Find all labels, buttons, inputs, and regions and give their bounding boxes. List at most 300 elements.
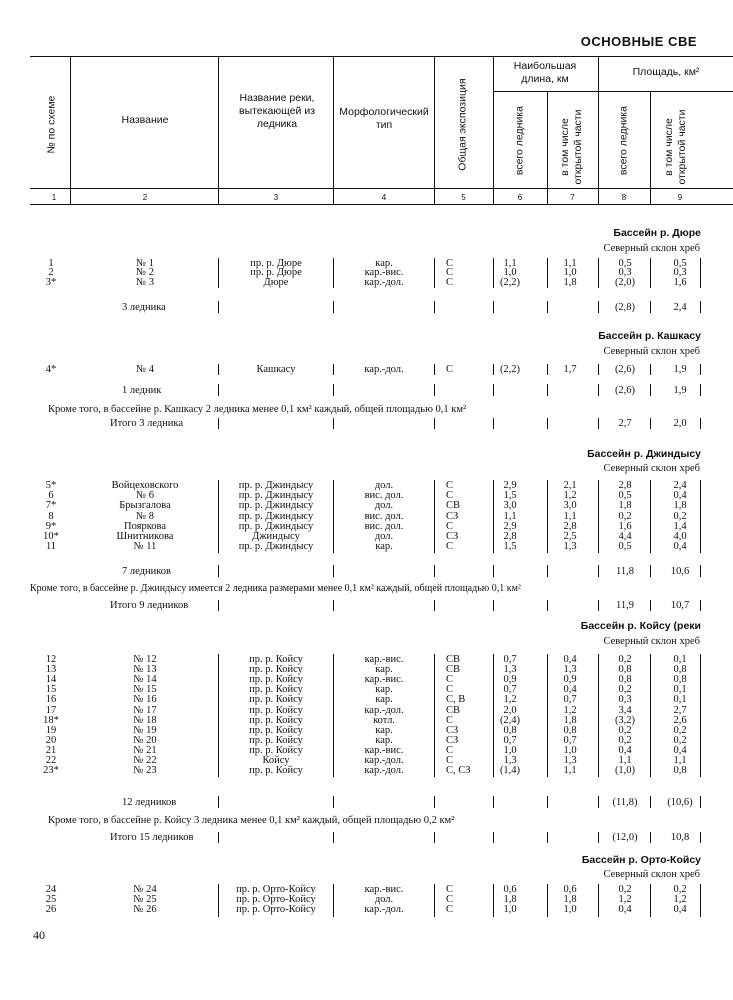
cell-length-open: 1,2 [563, 490, 577, 502]
cell-river-name: пр. р. Джиндысу [238, 520, 314, 532]
subtotal-open-area: 2,4 [673, 302, 687, 313]
cell-scheme-number: 7* [45, 500, 57, 512]
cell-length-total: 2,9 [503, 520, 517, 532]
cell-glacier-name: № 8 [136, 510, 154, 522]
cell-scheme-number: 26 [45, 904, 57, 916]
slope-subtitle: Северный склон хреб [603, 243, 700, 254]
cell-length-open: 1,3 [563, 541, 577, 553]
cell-morph-type: кар.-вис. [364, 267, 404, 279]
cell-scheme-number: 2 [48, 267, 54, 279]
row-divider [218, 832, 219, 843]
row-divider [434, 600, 435, 611]
cell-length-total: 0,8 [503, 724, 517, 736]
cell-area-open: 0,1 [673, 654, 687, 665]
cell-area-total: 0,2 [618, 734, 632, 746]
cell-area-total: 0,4 [618, 744, 632, 756]
cell-exposure: СЗ [446, 734, 459, 746]
col-header-exposure: Общая экспозиция [456, 78, 469, 171]
cell-scheme-number: 20 [45, 734, 57, 746]
cell-exposure: С [446, 884, 454, 895]
cell-glacier-name: № 26 [133, 904, 157, 916]
cell-area-total: (1,0) [614, 765, 636, 777]
cell-morph-type: кар.-вис. [364, 654, 404, 665]
cell-area-open: 1,9 [673, 364, 687, 375]
cell-exposure: С [446, 894, 454, 906]
total-area: (12,0) [612, 832, 638, 843]
cell-length-open: 1,3 [563, 664, 577, 676]
row-divider [493, 384, 494, 396]
cell-scheme-number: 25 [45, 894, 57, 906]
total-row [0, 832, 733, 844]
cell-length-total: 1,0 [503, 267, 517, 279]
row-divider [547, 364, 548, 375]
total-row [0, 600, 733, 612]
cell-river-name: пр. р. Койсу [249, 664, 303, 676]
table-row [0, 541, 733, 552]
column-number: 9 [677, 193, 683, 202]
row-divider [218, 654, 219, 777]
col-divider-3 [333, 56, 334, 204]
cell-area-total: (2,6) [614, 364, 636, 375]
cell-length-open: 1,8 [563, 276, 577, 288]
table-row [0, 904, 733, 915]
row-divider [700, 565, 701, 577]
total-label: Итого 15 ледников [110, 832, 194, 843]
row-divider [493, 832, 494, 843]
row-divider [434, 364, 435, 375]
subtotal-area: (2,8) [614, 302, 636, 313]
cell-river-name: пр. р. Койсу [249, 734, 303, 746]
row-divider [547, 654, 548, 777]
row-divider [333, 301, 334, 313]
subtotal-row [0, 385, 733, 397]
col-divider-5 [493, 56, 494, 204]
subtotal-label: 1 ледник [122, 385, 162, 396]
cell-exposure: С [446, 490, 454, 502]
row-divider [218, 384, 219, 396]
cell-glacier-name: № 20 [133, 734, 157, 746]
cell-length-total: 0,7 [503, 684, 517, 696]
row-divider [333, 258, 334, 288]
slope-subtitle: Северный склон хреб [603, 636, 700, 647]
cell-exposure: СВ [446, 704, 461, 716]
cell-glacier-name: № 18 [133, 714, 157, 726]
cell-length-total: 1,0 [503, 744, 517, 756]
subtotal-row [0, 302, 733, 314]
row-divider [700, 384, 701, 396]
cell-length-open: 0,8 [563, 724, 577, 736]
row-divider [547, 832, 548, 843]
cell-length-open: 2,1 [563, 480, 577, 491]
row-divider [434, 884, 435, 917]
cell-length-total: 1,3 [503, 755, 517, 766]
row-divider [333, 480, 334, 553]
cell-area-open: 0,2 [673, 724, 687, 736]
row-divider [700, 884, 701, 917]
cell-length-open: 1,2 [563, 704, 577, 716]
cell-glacier-name: Шнитникова [116, 531, 174, 542]
cell-length-open: 1,8 [563, 894, 577, 906]
cell-river-name: пр. р. Койсу [249, 714, 303, 726]
row-divider [434, 258, 435, 288]
cell-area-total: 0,2 [618, 684, 632, 696]
cell-length-total: 2,0 [503, 704, 517, 716]
table-row [0, 364, 733, 375]
cell-area-total: 0,2 [618, 510, 632, 522]
basin-title: Бассейн р. Дюре [613, 227, 701, 239]
cell-morph-type: кар.-дол. [364, 704, 404, 716]
basin-title: Бассейн р. Койсу (реки [580, 620, 701, 632]
row-divider [493, 258, 494, 288]
cell-morph-type: кар. [375, 541, 393, 553]
column-number: 6 [517, 193, 523, 202]
cell-scheme-number: 5* [45, 480, 57, 491]
cell-river-name: пр. р. Джиндысу [238, 510, 314, 522]
cell-area-open: 0,1 [673, 694, 687, 706]
cell-scheme-number: 21 [45, 744, 57, 756]
row-divider [493, 301, 494, 313]
cell-glacier-name: № 21 [133, 744, 157, 756]
cell-length-open: 1,1 [563, 765, 577, 777]
cell-glacier-name: № 1 [136, 258, 154, 269]
row-divider [650, 600, 651, 611]
basin-title: Бассейн р. Кашкасу [598, 330, 701, 342]
row-divider [333, 418, 334, 429]
cell-glacier-name: № 11 [133, 541, 157, 553]
cell-morph-type: котл. [373, 714, 395, 726]
cell-glacier-name: № 24 [133, 884, 157, 895]
row-divider [434, 301, 435, 313]
column-number: 2 [142, 193, 148, 202]
col-divider-6 [547, 91, 548, 204]
cell-scheme-number: 14 [45, 674, 57, 686]
cell-length-total: 1,3 [503, 664, 517, 676]
cell-area-total: 2,8 [618, 480, 632, 491]
cell-length-total: 1,0 [503, 904, 517, 916]
cell-exposure: С, СЗ [446, 765, 471, 777]
cell-exposure: С [446, 755, 454, 766]
cell-river-name: пр. р. Койсу [249, 694, 303, 706]
cell-scheme-number: 9* [45, 520, 57, 532]
row-divider [700, 796, 701, 808]
cell-area-open: 0,8 [673, 765, 687, 777]
basin-note: Кроме того, в бассейне р. Джиндысу имеется 2 ледника размерами менее 0,1 км² каждый, общей площадью 0,1 км² [30, 583, 521, 594]
cell-area-open: 0,4 [673, 744, 687, 756]
cell-exposure: СВ [446, 500, 461, 512]
cell-area-open: 1,8 [673, 500, 687, 512]
cell-morph-type: дол. [374, 894, 394, 906]
col-divider-7 [598, 56, 599, 204]
subtotal-open-area: 1,9 [673, 385, 687, 396]
cell-glacier-name: № 14 [133, 674, 157, 686]
row-divider [434, 832, 435, 843]
cell-length-total: 1,8 [503, 894, 517, 906]
cell-glacier-name: № 16 [133, 694, 157, 706]
cell-area-open: 0,4 [673, 490, 687, 502]
cell-glacier-name: № 22 [133, 755, 157, 766]
cell-morph-type: дол. [374, 500, 394, 512]
table-row [0, 277, 733, 288]
cell-river-name: пр. р. Орто-Койсу [236, 884, 316, 895]
row-divider [333, 796, 334, 808]
row-divider [700, 832, 701, 843]
row-divider [333, 565, 334, 577]
row-divider [598, 418, 599, 429]
subtotal-area: (11,8) [612, 797, 638, 808]
cell-river-name: пр. р. Джиндысу [238, 541, 314, 553]
row-divider [218, 418, 219, 429]
cell-glacier-name: Войцеховского [111, 480, 179, 491]
subtotal-area: (2,6) [614, 385, 636, 396]
subtotal-row [0, 566, 733, 578]
row-divider [650, 301, 651, 313]
column-number: 4 [381, 193, 387, 202]
length-group-rule [493, 91, 733, 92]
row-divider [547, 258, 548, 288]
cell-scheme-number: 15 [45, 684, 57, 696]
cell-river-name: пр. р. Орто-Койсу [236, 904, 316, 916]
cell-morph-type: кар. [375, 694, 393, 706]
cell-length-open: 1,1 [563, 258, 577, 269]
cell-morph-type: кар. [375, 258, 393, 269]
subtotal-label: 12 ледников [122, 797, 177, 808]
row-divider [700, 600, 701, 611]
column-number: 8 [621, 193, 627, 202]
cell-exposure: С [446, 520, 454, 532]
cell-length-total: 1,5 [503, 541, 517, 553]
row-divider [218, 480, 219, 553]
cell-area-open: 4,0 [673, 531, 687, 542]
cell-length-total: 2,9 [503, 480, 517, 491]
row-divider [598, 301, 599, 313]
cell-scheme-number: 6 [48, 490, 54, 502]
row-divider [547, 796, 548, 808]
cell-exposure: С, В [446, 694, 466, 706]
total-row [0, 418, 733, 430]
cell-length-open: 0,9 [563, 674, 577, 686]
row-divider [598, 364, 599, 375]
row-divider [650, 884, 651, 917]
col-divider-4 [434, 56, 435, 204]
cell-area-total: 1,8 [618, 500, 632, 512]
col-header-length-total: всего ледника [513, 106, 526, 176]
row-divider [218, 884, 219, 917]
cell-morph-type: дол. [374, 480, 394, 491]
cell-area-open: 0,3 [673, 267, 687, 279]
cell-length-total: 0,9 [503, 674, 517, 686]
row-divider [493, 418, 494, 429]
cell-exposure: СВ [446, 654, 461, 665]
row-divider [493, 796, 494, 808]
cell-area-open: 1,2 [673, 894, 687, 906]
cell-morph-type: кар.-дол. [364, 364, 404, 375]
col-header-river: Название реки, вытекающей из ледника [238, 92, 316, 131]
cell-scheme-number: 23* [43, 765, 59, 777]
cell-length-total: 3,0 [503, 500, 517, 512]
cell-length-open: 1,8 [563, 714, 577, 726]
cell-length-total: 1,2 [503, 694, 517, 706]
cell-scheme-number: 24 [45, 884, 57, 895]
page-number: 40 [33, 928, 45, 942]
cell-area-total: 0,3 [618, 694, 632, 706]
cell-length-open: 1,0 [563, 904, 577, 916]
row-divider [493, 480, 494, 553]
cell-exposure: С [446, 267, 454, 279]
row-divider [547, 600, 548, 611]
col-header-morph-type: Морфологический тип [339, 106, 429, 132]
cell-scheme-number: 16 [45, 694, 57, 706]
row-divider [650, 364, 651, 375]
slope-subtitle: Северный склон хреб [603, 869, 700, 880]
cell-glacier-name: № 6 [136, 490, 154, 502]
cell-area-total: (3,2) [614, 714, 636, 726]
row-divider [547, 884, 548, 917]
cell-exposure: С [446, 904, 454, 916]
cell-area-open: 0,4 [673, 904, 687, 916]
cell-morph-type: дол. [374, 531, 394, 542]
cell-morph-type: кар.-дол. [364, 904, 404, 916]
cell-length-total: (2,2) [499, 364, 521, 375]
column-number: 1 [51, 193, 57, 202]
row-divider [650, 832, 651, 843]
total-open-area: 10,8 [670, 832, 690, 843]
col-header-length-open: в том числе открытой части [559, 109, 585, 185]
row-divider [547, 301, 548, 313]
cell-morph-type: кар.-вис. [364, 744, 404, 756]
cell-length-total: 1,1 [503, 510, 517, 522]
cell-river-name: пр. р. Джиндысу [238, 500, 314, 512]
row-divider [598, 884, 599, 917]
cell-length-open: 1,7 [563, 364, 577, 375]
cell-area-total: 0,5 [618, 490, 632, 502]
row-divider [493, 565, 494, 577]
row-divider [700, 654, 701, 777]
cell-river-name: пр. р. Койсу [249, 765, 303, 777]
header-bottom-rule [30, 204, 733, 205]
row-divider [493, 884, 494, 917]
row-divider [434, 565, 435, 577]
cell-scheme-number: 19 [45, 724, 57, 736]
row-divider [434, 418, 435, 429]
subtotal-open-area: (10,6) [667, 797, 693, 808]
cell-area-open: 0,2 [673, 510, 687, 522]
cell-river-name: пр. р. Джиндысу [238, 480, 314, 491]
cell-river-name: Джиндысу [252, 531, 300, 542]
cell-area-total: 0,8 [618, 664, 632, 676]
cell-length-open: 0,4 [563, 654, 577, 665]
cell-river-name: пр. р. Джиндысу [238, 490, 314, 502]
cell-exposure: С [446, 744, 454, 756]
row-divider [650, 565, 651, 577]
cell-area-open: 2,4 [673, 480, 687, 491]
cell-length-total: (2,4) [499, 714, 521, 726]
cell-morph-type: кар. [375, 664, 393, 676]
row-divider [598, 600, 599, 611]
cell-length-total: 0,7 [503, 734, 517, 746]
cell-river-name: Койсу [262, 755, 290, 766]
basin-note: Кроме того, в бассейне р. Койсу 3 ледника менее 0,1 км² каждый, общей площадью 0,2 км² [48, 815, 455, 826]
cell-glacier-name: № 19 [133, 724, 157, 736]
cell-scheme-number: 13 [45, 664, 57, 676]
row-divider [650, 418, 651, 429]
cell-area-total: (2,0) [614, 276, 636, 288]
row-divider [650, 384, 651, 396]
row-divider [434, 654, 435, 777]
row-divider [650, 480, 651, 553]
cell-glacier-name: № 4 [136, 364, 154, 375]
cell-length-total: 0,7 [503, 654, 517, 665]
cell-river-name: Кашкасу [256, 364, 296, 375]
cell-length-open: 1,0 [563, 267, 577, 279]
cell-river-name: Дюре [263, 276, 289, 288]
cell-exposure: СВ [446, 664, 461, 676]
cell-area-open: 0,4 [673, 541, 687, 553]
cell-glacier-name: № 3 [136, 276, 154, 288]
cell-length-open: 0,4 [563, 684, 577, 696]
total-area: 11,9 [616, 600, 634, 611]
cell-river-name: пр. р. Дюре [250, 267, 302, 279]
table-row [0, 765, 733, 776]
cell-area-open: 0,8 [673, 674, 687, 686]
subtotal-area: 11,8 [616, 566, 634, 577]
cell-area-open: 0,8 [673, 664, 687, 676]
cell-river-name: пр. р. Койсу [249, 704, 303, 716]
row-divider [333, 654, 334, 777]
total-label: Итого 9 ледников [110, 600, 189, 611]
subtotal-row [0, 797, 733, 809]
cell-length-open: 1,3 [563, 755, 577, 766]
total-open-area: 10,7 [670, 600, 690, 611]
cell-area-open: 1,6 [673, 276, 687, 288]
cell-morph-type: вис. дол. [364, 490, 404, 502]
column-number: 3 [273, 193, 279, 202]
row-divider [218, 364, 219, 375]
col-divider-2 [218, 56, 219, 204]
cell-scheme-number: 17 [45, 704, 57, 716]
row-divider [493, 364, 494, 375]
col-header-scheme-number: № по схеме [45, 95, 58, 154]
cell-scheme-number: 4* [45, 364, 57, 375]
slope-subtitle: Северный склон хреб [603, 346, 700, 357]
cell-morph-type: кар. [375, 684, 393, 696]
cell-area-total: 0,8 [618, 674, 632, 686]
cell-area-total: 1,2 [618, 894, 632, 906]
column-number: 5 [461, 193, 466, 202]
cell-length-open: 3,0 [563, 500, 577, 512]
row-divider [598, 565, 599, 577]
row-divider [547, 565, 548, 577]
cell-glacier-name: Брызгалова [119, 500, 171, 512]
cell-length-open: 1,0 [563, 744, 577, 756]
total-area: 2,7 [618, 418, 632, 429]
cell-length-open: 1,1 [563, 510, 577, 522]
cell-scheme-number: 18* [43, 714, 59, 726]
row-divider [333, 600, 334, 611]
row-divider [700, 258, 701, 288]
basin-title: Бассейн р. Орто-Койсу [581, 854, 701, 866]
row-divider [650, 258, 651, 288]
cell-glacier-name: № 15 [133, 684, 157, 696]
cell-area-total: 4,4 [618, 531, 632, 542]
cell-river-name: пр. р. Дюре [250, 258, 302, 269]
cell-exposure: СЗ [446, 531, 459, 542]
header-top-rule [30, 56, 733, 57]
row-divider [218, 565, 219, 577]
basin-title: Бассейн р. Джиндысу [587, 448, 701, 460]
cell-length-open: 2,5 [563, 531, 577, 542]
row-divider [700, 301, 701, 313]
cell-morph-type: вис. дол. [364, 510, 404, 522]
